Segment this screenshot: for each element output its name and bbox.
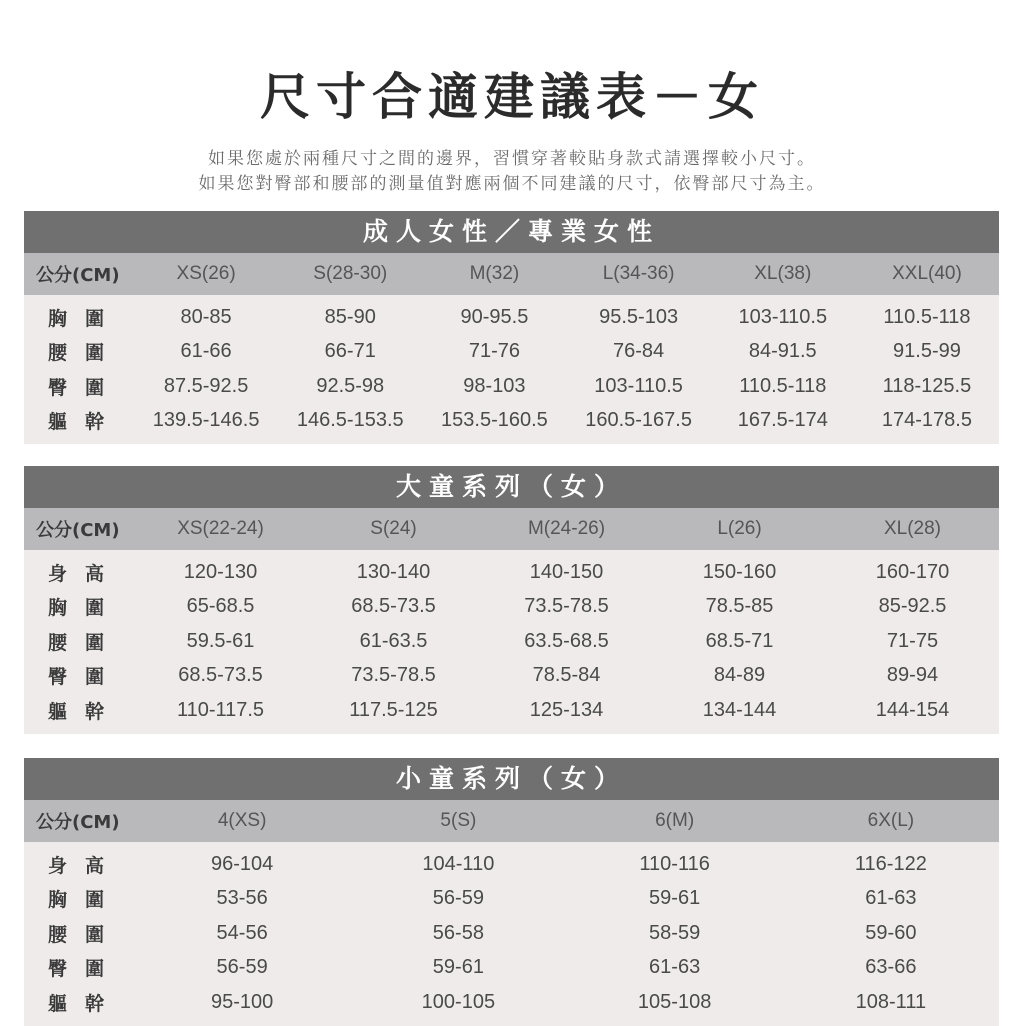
measurement-value: 61-63 [649,956,701,979]
measurement-value: 96-104 [210,852,274,875]
measurement-value: 95.5-103 [599,305,679,328]
measurement-value: 65-68.5 [186,595,255,618]
measurement-value: 56-59 [216,956,268,979]
table-row [24,916,999,951]
measurement-label: 軀幹 [48,992,123,1015]
table-row [24,404,999,439]
measurement-label: 臀圍 [48,376,123,399]
measurement-value: 103-110.5 [594,374,683,397]
measurement-value: 73.5-78.5 [524,595,609,618]
table-row [24,693,999,728]
measurement-value: 140-150 [529,560,604,583]
measurement-label: 身高 [48,562,123,585]
size-header-cell: XS(26) [176,263,236,284]
measurement-value: 116-122 [854,852,927,875]
measurement-value: 167.5-174 [737,409,828,432]
measurement-value: 134-144 [702,698,777,721]
measurement-value: 90-95.5 [460,305,529,328]
measurement-value: 85-92.5 [878,595,947,618]
measurement-value: 174-178.5 [881,409,972,432]
fit-note: 如果您處於兩種尺寸之間的邊界，習慣穿著較貼身款式請選擇較小尺寸。 [208,149,816,169]
measurement-value: 91.5-99 [893,340,961,363]
size-header-row [24,508,999,550]
size-header-cell: M(24-26) [527,518,606,539]
measurement-value: 92.5-98 [316,374,385,397]
measurement-label: 軀幹 [48,700,123,723]
size-header-row [24,253,999,295]
table-row [24,985,999,1020]
size-header-cell: 6X(L) [867,810,915,831]
section-title: 大童系列（女） [24,466,999,508]
measurement-label: 臀圍 [48,958,123,981]
measurement-label: 胸圍 [48,889,123,912]
measurement-body [24,295,999,444]
table-row [24,300,999,335]
unit-label: 公分(CM) [36,812,120,833]
adult-women-table [24,211,999,444]
measurement-value: 78.5-84 [532,664,601,687]
measurement-value: 98-103 [463,374,526,397]
size-header-cell: S(28-30) [313,263,388,284]
measurement-value: 80-85 [180,305,232,328]
measurement-value: 59-61 [649,887,701,910]
measurement-value: 160-170 [875,560,950,583]
measurement-value: 160.5-167.5 [585,409,692,432]
measurement-value: 61-66 [180,340,232,363]
measurement-value: 61-63 [865,887,917,910]
size-header-cell: XS(22-24) [177,518,264,539]
measurement-value: 54-56 [216,921,268,944]
measurement-value: 150-160 [702,560,777,583]
measurement-label: 腰圍 [48,342,123,365]
table-row [24,659,999,694]
measurement-value: 144-154 [875,698,950,721]
measurement-value: 61-63.5 [359,629,428,652]
measurement-value: 76-84 [613,340,665,363]
measurement-label: 胸圍 [48,597,123,620]
measurement-value: 104-110 [422,852,495,875]
page-title: 尺寸合適建議表－女 [260,68,764,126]
big-girls-table [24,466,999,734]
measurement-value: 71-76 [468,340,520,363]
table-row [24,951,999,986]
measurement-value: 103-110.5 [738,305,828,328]
size-header-cell: S(24) [370,518,417,539]
size-header-cell: XL(38) [754,263,812,284]
size-header-cell: M(32) [469,263,520,284]
size-header-cell: XL(28) [883,518,942,539]
measurement-value: 73.5-78.5 [351,664,436,687]
measurement-body [24,550,999,734]
table-row [24,882,999,917]
measurement-label: 胸圍 [48,307,123,330]
table-row [24,335,999,370]
size-header-cell: 4(XS) [217,810,267,831]
size-header-cell: 6(M) [655,810,695,831]
measurement-value: 58-59 [649,921,701,944]
measurement-value: 130-140 [356,560,431,583]
unit-label: 公分(CM) [36,520,120,541]
measurement-value: 110.5-118 [739,374,827,397]
little-girls-table [24,758,999,1026]
size-header-row [24,800,999,842]
measurement-value: 117.5-125 [349,698,438,721]
measurement-value: 59.5-61 [186,629,255,652]
measurement-value: 59-61 [432,956,484,979]
measurement-value: 95-100 [210,990,274,1013]
measurement-value: 89-94 [886,664,939,687]
table-row [24,369,999,404]
measurement-value: 63.5-68.5 [524,629,609,652]
table-row [24,624,999,659]
measurement-value: 56-59 [432,887,484,910]
measurement-value: 66-71 [324,340,376,363]
measurement-label: 臀圍 [48,666,123,689]
measurement-value: 68.5-73.5 [351,595,436,618]
measurement-value: 139.5-146.5 [152,409,260,432]
measurement-value: 110-116 [639,852,710,875]
size-header-cell: L(34-36) [602,263,675,284]
measurement-value: 146.5-153.5 [296,409,404,432]
measurement-value: 59-60 [865,921,917,944]
measurement-value: 78.5-85 [705,595,774,618]
measurement-value: 118-125.5 [882,374,972,397]
size-header-cell: L(26) [717,518,762,539]
measurement-body [24,842,999,1026]
measurement-label: 軀幹 [48,411,123,434]
measurement-value: 68.5-73.5 [178,664,263,687]
size-header-cell: XXL(40) [892,263,962,284]
measurement-value: 125-134 [529,698,604,721]
unit-label: 公分(CM) [36,265,120,286]
table-row [24,555,999,590]
measurement-value: 56-58 [432,921,484,944]
measurement-label: 腰圍 [48,631,123,654]
section-title: 成人女性／專業女性 [24,211,999,253]
measurement-value: 105-108 [637,990,712,1013]
table-row [24,847,999,882]
measurement-value: 153.5-160.5 [441,409,548,432]
measurement-value: 85-90 [324,305,376,328]
fit-note: 如果您對臀部和腰部的測量值對應兩個不同建議的尺寸，依臀部尺寸為主。 [198,174,826,194]
measurement-value: 120-130 [183,560,258,583]
measurement-value: 84-89 [713,664,766,687]
measurement-value: 110.5-118 [883,305,971,328]
measurement-value: 87.5-92.5 [163,374,249,397]
measurement-value: 100-105 [421,990,496,1013]
measurement-value: 63-66 [865,956,917,979]
measurement-value: 108-111 [855,990,927,1013]
table-row [24,590,999,625]
measurement-label: 身高 [48,854,123,877]
measurement-value: 53-56 [216,887,268,910]
section-title: 小童系列（女） [24,758,999,800]
measurement-value: 110-117.5 [176,698,265,721]
size-header-cell: 5(S) [440,810,477,831]
measurement-value: 71-75 [886,629,939,652]
measurement-label: 腰圍 [48,923,123,946]
measurement-value: 68.5-71 [705,629,774,652]
measurement-value: 84-91.5 [748,340,817,363]
